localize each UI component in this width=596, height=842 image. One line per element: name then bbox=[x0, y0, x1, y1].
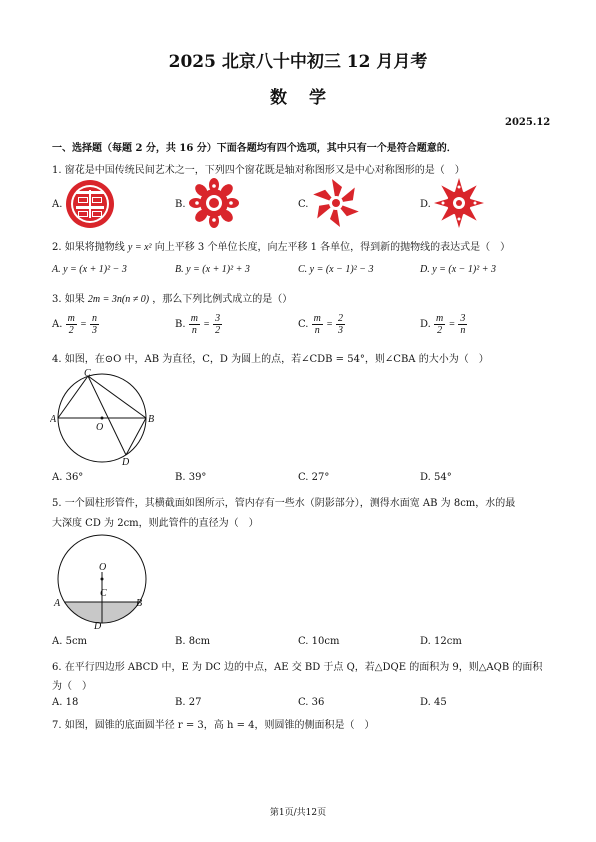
q1-option-c: C. bbox=[298, 199, 309, 210]
question-5-stem-line1: 5. 一个圆柱形管件，其横截面如图所示，管内存有一些水（阴影部分），测得水面宽 AB 为 8cm，水的最 bbox=[52, 498, 516, 509]
fraction: $\frac{m}{2}$ bbox=[67, 313, 75, 336]
q6-option-b: B. 27 bbox=[175, 697, 202, 708]
label-c: C bbox=[84, 368, 91, 379]
label-b: B bbox=[148, 414, 155, 425]
question-1-stem: 1. 窗花是中国传统民间艺术之一，下列四个窗花既是轴对称图形又是中心对称图形的是（ ） bbox=[52, 165, 465, 176]
section-heading: 一、选择题（每题 2 分，共 16 分）下面各题均有四个选项，其中只有一个是符合题意的． bbox=[52, 143, 457, 154]
q2-stem-part1: 2. 如果将抛物线 bbox=[52, 242, 125, 253]
q4-circle-figure bbox=[50, 368, 160, 468]
subject-title: 数学 bbox=[270, 88, 348, 108]
q2-stem-part2: 向上平移 3 个单位长度，向左平移 1 各单位，得到新的抛物线的表达式是（ ） bbox=[154, 242, 511, 253]
paper-cut-b-image bbox=[188, 177, 240, 229]
q1-option-d: D. bbox=[420, 199, 431, 210]
fraction: $\frac{3}{2}$ bbox=[215, 313, 221, 336]
q2-option-a: A. y = (x + 1)² − 3 bbox=[52, 264, 127, 275]
q2-option-d: D. y = (x − 1)² + 3 bbox=[420, 264, 497, 275]
q5-option-d: D. 12cm bbox=[420, 636, 462, 647]
question-7-stem: 7. 如图，圆锥的底面圆半径 r = 3，高 h = 4，则圆锥的侧面积是（ ） bbox=[52, 720, 375, 731]
question-4-stem: 4. 如图，在⊙O 中，AB 为直径，C，D 为圆上的点，若∠CDB = 54°，则∠CBA 的大小为（ ） bbox=[52, 354, 489, 365]
q5-option-b: B. 8cm bbox=[175, 636, 211, 647]
q3-option-c: C. $\frac{m}{n}$ = $\frac{2}{3}$ bbox=[298, 313, 344, 336]
q4-option-d: D. 54° bbox=[420, 472, 452, 483]
label-c: C bbox=[100, 588, 107, 599]
fraction: $\frac{m}{n}$ bbox=[313, 313, 321, 336]
q3-stem-expression: 2m = 3n(n ≠ 0) bbox=[87, 294, 150, 305]
q4-option-a: A. 36° bbox=[52, 472, 84, 483]
q5-option-a: A. 5cm bbox=[52, 636, 88, 647]
question-6-stem-line1: 6. 在平行四边形 ABCD 中，E 为 DC 边的中点，AE 交 BD 于点 Q，若△DQE 的面积为 9，则△AQB 的面积 bbox=[52, 662, 543, 673]
q5-option-c: C. 10cm bbox=[298, 636, 340, 647]
paper-cut-a-image bbox=[64, 178, 116, 230]
q1-option-a: A. bbox=[52, 199, 63, 210]
paper-cut-c-image bbox=[310, 177, 362, 229]
fraction: $\frac{m}{2}$ bbox=[436, 313, 444, 336]
q6-option-d: D. 45 bbox=[420, 697, 447, 708]
q6-option-a: A. 18 bbox=[52, 697, 79, 708]
label-o: O bbox=[99, 562, 107, 573]
label-b: B bbox=[136, 598, 143, 609]
question-3-stem bbox=[52, 290, 292, 305]
q3-stem-part1: 3. 如果 bbox=[52, 294, 85, 305]
q3-option-d: D. $\frac{m}{2}$ = $\frac{3}{n}$ bbox=[420, 313, 466, 336]
label-o: O bbox=[96, 422, 104, 433]
exam-date: 2025.12 bbox=[505, 117, 551, 128]
q6-option-c: C. 36 bbox=[298, 697, 325, 708]
exam-title: 2025 北京八十中初三 12 月月考 bbox=[168, 52, 428, 72]
question-2-stem bbox=[52, 238, 510, 253]
q1-option-b: B. bbox=[175, 199, 186, 210]
label-d: D bbox=[94, 621, 102, 632]
q5-pipe-figure bbox=[50, 532, 150, 632]
q2-option-c: C. y = (x − 1)² − 3 bbox=[298, 264, 374, 275]
fraction: $\frac{m}{n}$ bbox=[190, 313, 198, 336]
q2-option-b: B. y = (x + 1)² + 3 bbox=[175, 264, 250, 275]
q3-stem-part2: ，那么下列比例式成立的是（） bbox=[152, 294, 293, 305]
page-number: 第1页/共12页 bbox=[269, 808, 327, 818]
paper-cut-d-image bbox=[433, 177, 485, 229]
q4-option-b: B. 39° bbox=[175, 472, 207, 483]
q4-option-c: C. 27° bbox=[298, 472, 330, 483]
label-a: A bbox=[50, 414, 57, 425]
label-d: D bbox=[122, 457, 130, 468]
fraction: $\frac{2}{3}$ bbox=[338, 313, 344, 336]
fraction: $\frac{3}{n}$ bbox=[460, 313, 466, 336]
q3-option-b: B. $\frac{m}{n}$ = $\frac{3}{2}$ bbox=[175, 313, 221, 336]
question-5-stem-line2: 大深度 CD 为 2cm，则此管件的直径为（ ） bbox=[52, 518, 259, 529]
q2-stem-expression: y = x² bbox=[127, 242, 152, 253]
question-6-stem-line2: 为（ ） bbox=[52, 681, 92, 692]
label-a: A bbox=[54, 598, 61, 609]
fraction: $\frac{n}{3}$ bbox=[91, 313, 97, 336]
q3-option-a: A. $\frac{m}{2}$ = $\frac{n}{3}$ bbox=[52, 313, 97, 336]
